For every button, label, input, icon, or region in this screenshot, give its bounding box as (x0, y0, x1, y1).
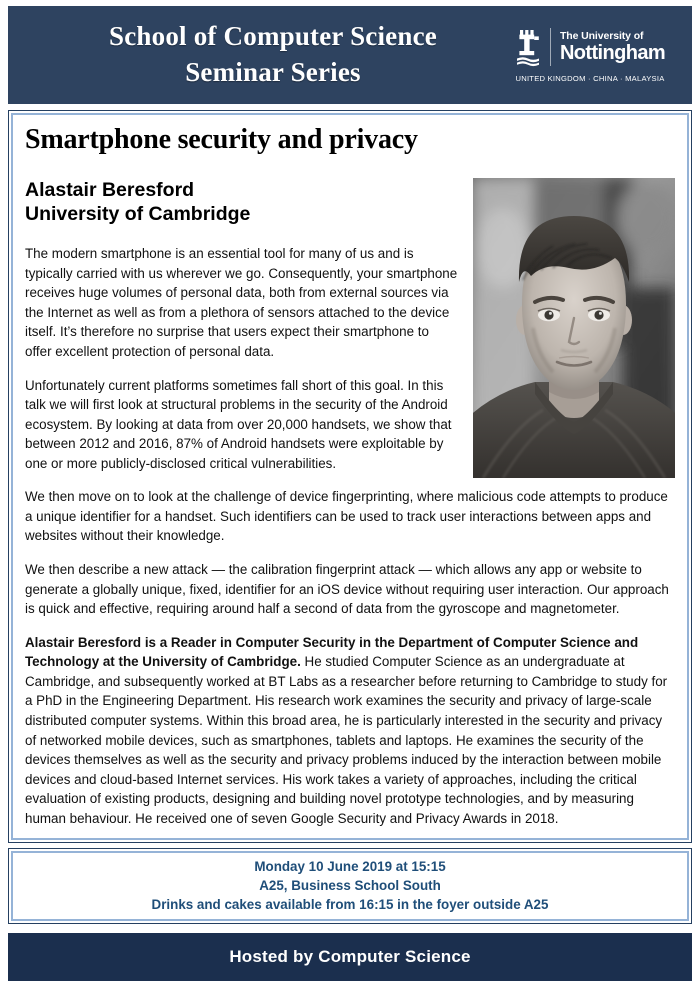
speaker-bio (25, 633, 675, 829)
abstract-paragraph-1: The modern smartphone is an essential tool for many of us and is typically carried with us wherever we go. Consequently, your smartphone receives huge volumes of personal data, both from external sources via the Internet as well as from a plethora of sensors attached to the device itself. It’s therefore no surprise that users expect their smartphone to offer excellent protection of personal data. (25, 246, 458, 359)
logo-main-lockup (515, 27, 665, 67)
event-details-panel (8, 848, 692, 924)
header-title (8, 19, 502, 90)
talk-title: Smartphone security and privacy (25, 124, 418, 155)
logo-nottingham: Nottingham (559, 41, 666, 64)
logo-wordmark (560, 31, 665, 63)
body-paragraph-fingerprinting: We then move on to look at the challenge of device fingerprinting, where malicious code attempts to produce a unique identifier for a handset. Such identifiers can be used to track user interactions between apps and websites without their knowledge. (25, 489, 668, 544)
university-logo (502, 27, 692, 83)
poster-footer (8, 933, 692, 981)
castle-tower-crest-icon (515, 27, 541, 67)
body-paragraph-calibration-attack: We then describe a new attack — the calibration fingerprint attack — which allows any app or website to generate a globally unique, fixed, identifier for an iOS device without requiring user interaction. Our approach is quick and effective, requiring around half a second of data from the gyroscope and magnetometer. (25, 562, 669, 617)
speaker-name: Alastair Beresford (25, 178, 195, 201)
speaker-portrait-photo (473, 178, 675, 478)
abstract-column (25, 244, 477, 473)
event-location: A25, Business School South (259, 877, 441, 893)
header-title-line1: School of Computer Science (109, 21, 437, 52)
abstract-paragraph-2: Unfortunately current platforms sometimes fall short of this goal. In this talk we will first look at structural problems in the security of the Android ecosystem. By looking at data from over 20,000 handsets, we show that between 2012 and 2016, 87% of Android handsets were exploitable by one or more publicly-disclosed critical vulnerabilities. (25, 377, 452, 471)
speaker-bio-rest: He studied Computer Science as an undergraduate at Cambridge, and subsequently worked at BT Labs as a researcher before returning to Cambridge to study for a PhD in the Engineering Department. His research work examines the security and privacy of large-scale distributed computer systems. Within this broad area, he is particularly interested in the security and privacy of networked mobile devices, such as smartphones, tablets and laptops. He examines the security of the devices themselves as well as the security and privacy problems induced by the interaction between mobile devices and cloud-based Internet services. His work takes a variety of approaches, including the critical evaluation of existing products, designing and building novel prototype technologies, and by measuring human behaviour. He received one of seven Google Security and Privacy Awards in 2018. (25, 654, 668, 826)
footer-text: Hosted by Computer Science (229, 947, 471, 966)
event-details-inner (11, 851, 689, 921)
speaker-bio-lead: Alastair Beresford is a Reader in Computer Security in the Department of Computer Science and Technology at the University of Cambridge. (25, 634, 639, 670)
event-refreshments: Drinks and cakes available from 16:15 in the foyer outside A25 (151, 896, 549, 912)
logo-the-university-of: The University of (559, 30, 644, 43)
speaker-and-abstract-row (25, 178, 675, 488)
speaker-affiliation: University of Cambridge (25, 202, 251, 225)
main-content-panel (8, 110, 692, 843)
main-content-inner (11, 113, 689, 840)
header-title-line2: Seminar Series (185, 57, 361, 87)
logo-divider (550, 28, 551, 66)
logo-tagline: UNITED KINGDOM · CHINA · MALAYSIA (515, 74, 665, 83)
event-datetime: Monday 10 June 2019 at 15:15 (254, 858, 446, 874)
poster-header (8, 6, 692, 104)
